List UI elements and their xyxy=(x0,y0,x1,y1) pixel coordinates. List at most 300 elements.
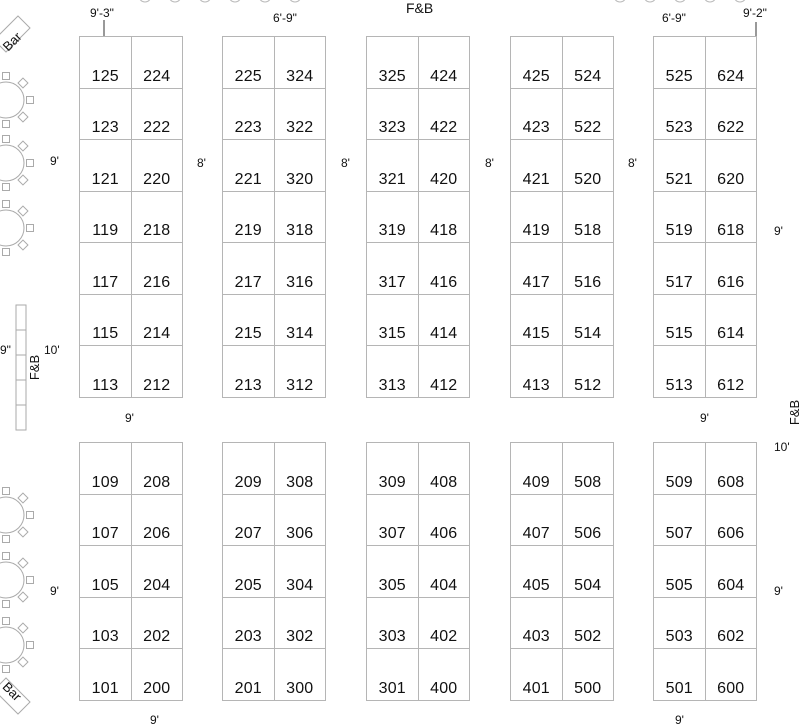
booth-313[interactable] xyxy=(366,345,419,398)
booth-513[interactable] xyxy=(653,345,706,398)
chair-icon xyxy=(3,553,10,560)
chair-icon xyxy=(27,97,34,104)
booth-401[interactable] xyxy=(510,648,563,701)
booth-218[interactable] xyxy=(131,191,184,244)
booth-number: 212 xyxy=(143,376,171,394)
chair-icon xyxy=(18,240,28,250)
booth-103[interactable] xyxy=(79,597,132,650)
round-table-icon xyxy=(0,136,34,191)
dim-aisle-4: 8' xyxy=(628,156,637,170)
booth-number: 514 xyxy=(574,325,602,342)
booth-number: 321 xyxy=(378,170,406,188)
booth-number: 324 xyxy=(286,67,314,85)
booth-523[interactable] xyxy=(653,88,706,141)
booth-number: 505 xyxy=(665,576,693,594)
booth-109[interactable] xyxy=(79,442,132,495)
booth-number: 201 xyxy=(234,679,262,697)
chair-icon xyxy=(3,136,10,143)
booth-number: 501 xyxy=(665,679,693,697)
dim-top-mid: 6'-9" xyxy=(273,11,297,25)
booth-number: 208 xyxy=(143,473,171,491)
booth-number: 225 xyxy=(234,67,262,85)
bar-label-bottom: Bar xyxy=(0,679,25,704)
dim-mid-left: 9' xyxy=(125,411,134,425)
booth-213[interactable] xyxy=(222,345,275,398)
booth-number: 123 xyxy=(91,119,119,136)
chair-icon xyxy=(18,112,28,122)
booth-number: 119 xyxy=(92,222,119,239)
chair-icon xyxy=(3,121,10,128)
booth-number: 622 xyxy=(717,119,745,136)
booth-302[interactable] xyxy=(274,597,327,650)
booth-425[interactable] xyxy=(510,36,563,89)
booth-319[interactable] xyxy=(366,191,419,244)
booth-number: 421 xyxy=(522,170,550,188)
booth-number: 103 xyxy=(91,628,119,645)
booth-119[interactable] xyxy=(79,191,132,244)
booth-517[interactable] xyxy=(653,242,706,295)
booth-303[interactable] xyxy=(366,597,419,650)
round-table-icon xyxy=(0,618,34,673)
booth-number: 215 xyxy=(234,325,262,342)
booth-323[interactable] xyxy=(366,88,419,141)
dim-aisle-3: 8' xyxy=(485,156,494,170)
booth-620[interactable] xyxy=(705,139,758,192)
booth-number: 202 xyxy=(143,628,171,645)
booth-514[interactable] xyxy=(562,294,615,347)
booth-602[interactable] xyxy=(705,597,758,650)
booth-315[interactable] xyxy=(366,294,419,347)
booth-214[interactable] xyxy=(131,294,184,347)
booth-number: 600 xyxy=(717,679,745,697)
booth-521[interactable] xyxy=(653,139,706,192)
chair-icon xyxy=(3,249,10,256)
booth-number: 115 xyxy=(92,325,119,342)
dim-bottom-right: 9' xyxy=(675,713,684,727)
booth-number: 400 xyxy=(430,679,458,697)
dim-mid-right: 9' xyxy=(700,411,709,425)
booth-number: 214 xyxy=(143,325,171,342)
booth-520[interactable] xyxy=(562,139,615,192)
booth-220[interactable] xyxy=(131,139,184,192)
chair-icon xyxy=(27,642,34,649)
booth-number: 521 xyxy=(665,170,693,188)
booth-324[interactable] xyxy=(274,36,327,89)
booth-number: 307 xyxy=(378,525,406,542)
booth-number: 301 xyxy=(378,679,406,697)
booth-number: 614 xyxy=(717,325,745,342)
booth-number: 620 xyxy=(717,170,745,188)
chair-icon xyxy=(27,512,34,519)
header-title: F&B xyxy=(406,0,434,16)
booth-312[interactable] xyxy=(274,345,327,398)
booth-206[interactable] xyxy=(131,494,184,547)
booth-number: 220 xyxy=(143,170,171,188)
booth-number: 608 xyxy=(717,473,745,491)
chair-icon xyxy=(18,141,28,151)
booth-304[interactable] xyxy=(274,545,327,598)
booth-223[interactable] xyxy=(222,88,275,141)
booth-number: 223 xyxy=(234,119,262,136)
booth-number: 513 xyxy=(665,376,693,394)
booth-424[interactable] xyxy=(418,36,471,89)
booth-500[interactable] xyxy=(562,648,615,701)
booth-316[interactable] xyxy=(274,242,327,295)
booth-number: 409 xyxy=(522,473,550,491)
booth-117[interactable] xyxy=(79,242,132,295)
booth-number: 315 xyxy=(378,325,406,342)
booth-224[interactable] xyxy=(131,36,184,89)
booth-number: 406 xyxy=(430,525,458,542)
booth-318[interactable] xyxy=(274,191,327,244)
dim-right-top-side: 9' xyxy=(774,224,783,238)
booth-number: 508 xyxy=(574,473,602,491)
bar-label-top: Bar xyxy=(0,29,25,54)
booth-415[interactable] xyxy=(510,294,563,347)
booth-number: 404 xyxy=(430,576,458,594)
booth-number: 218 xyxy=(143,222,171,239)
booth-604[interactable] xyxy=(705,545,758,598)
booth-number: 424 xyxy=(430,67,458,85)
booth-number: 313 xyxy=(378,376,406,394)
booth-number: 407 xyxy=(522,525,550,542)
booth-400[interactable] xyxy=(418,648,471,701)
chair-icon xyxy=(3,618,10,625)
booth-412[interactable] xyxy=(418,345,471,398)
booth-107[interactable] xyxy=(79,494,132,547)
booth-123[interactable] xyxy=(79,88,132,141)
booth-number: 412 xyxy=(430,376,458,394)
booth-314[interactable] xyxy=(274,294,327,347)
booth-number: 502 xyxy=(574,628,602,645)
booth-418[interactable] xyxy=(418,191,471,244)
booth-407[interactable] xyxy=(510,494,563,547)
booth-216[interactable] xyxy=(131,242,184,295)
chair-icon xyxy=(3,201,10,208)
booth-number: 304 xyxy=(286,576,314,594)
booth-number: 224 xyxy=(143,67,171,85)
booth-417[interactable] xyxy=(510,242,563,295)
booth-number: 504 xyxy=(574,576,602,594)
booth-519[interactable] xyxy=(653,191,706,244)
chair-icon xyxy=(3,184,10,191)
dim-left-top-side: 9' xyxy=(50,154,59,168)
booth-212[interactable] xyxy=(131,345,184,398)
booth-number: 305 xyxy=(378,576,406,594)
booth-414[interactable] xyxy=(418,294,471,347)
round-table-icon xyxy=(0,488,34,543)
booth-number: 612 xyxy=(717,376,745,394)
chair-icon xyxy=(3,601,10,608)
dim-fb-width: 9" xyxy=(0,343,11,357)
booth-number: 420 xyxy=(430,170,458,188)
booth-105[interactable] xyxy=(79,545,132,598)
chair-icon xyxy=(18,493,28,503)
booth-308[interactable] xyxy=(274,442,327,495)
booth-101[interactable] xyxy=(79,648,132,701)
booth-number: 203 xyxy=(234,628,262,645)
booth-421[interactable] xyxy=(510,139,563,192)
booth-125[interactable] xyxy=(79,36,132,89)
dim-aisle-1: 8' xyxy=(197,156,206,170)
booth-207[interactable] xyxy=(222,494,275,547)
booth-number: 512 xyxy=(574,376,602,394)
dim-right-bottom-side: 9' xyxy=(774,584,783,598)
chair-icon xyxy=(18,558,28,568)
chair-icon xyxy=(18,527,28,537)
booth-number: 209 xyxy=(234,473,262,491)
booth-number: 520 xyxy=(574,170,602,188)
booth-number: 606 xyxy=(717,525,745,542)
booth-number: 121 xyxy=(91,170,119,188)
chair-icon xyxy=(18,175,28,185)
booth-121[interactable] xyxy=(79,139,132,192)
booth-508[interactable] xyxy=(562,442,615,495)
booth-423[interactable] xyxy=(510,88,563,141)
top-chairs xyxy=(139,0,746,2)
booth-number: 308 xyxy=(286,473,314,491)
booth-321[interactable] xyxy=(366,139,419,192)
booth-number: 105 xyxy=(91,576,119,594)
booth-416[interactable] xyxy=(418,242,471,295)
booth-number: 207 xyxy=(234,525,262,542)
booth-number: 113 xyxy=(92,376,119,394)
booth-number: 300 xyxy=(286,679,314,697)
chair-icon xyxy=(27,225,34,232)
booth-624[interactable] xyxy=(705,36,758,89)
booth-number: 422 xyxy=(430,119,458,136)
chair-icon xyxy=(18,78,28,88)
booth-403[interactable] xyxy=(510,597,563,650)
booth-number: 204 xyxy=(143,576,171,594)
booth-507[interactable] xyxy=(653,494,706,547)
booth-509[interactable] xyxy=(653,442,706,495)
booth-number: 518 xyxy=(574,222,602,239)
booth-number: 417 xyxy=(522,273,550,291)
chair-icon xyxy=(27,160,34,167)
booth-616[interactable] xyxy=(705,242,758,295)
booth-number: 425 xyxy=(522,67,550,85)
booth-number: 401 xyxy=(522,679,550,697)
booth-113[interactable] xyxy=(79,345,132,398)
booth-number: 222 xyxy=(143,119,171,136)
booth-number: 309 xyxy=(378,473,406,491)
booth-325[interactable] xyxy=(366,36,419,89)
booth-606[interactable] xyxy=(705,494,758,547)
round-table-icon xyxy=(0,201,34,256)
booth-504[interactable] xyxy=(562,545,615,598)
booth-306[interactable] xyxy=(274,494,327,547)
booth-number: 405 xyxy=(522,576,550,594)
booth-422[interactable] xyxy=(418,88,471,141)
booth-205[interactable] xyxy=(222,545,275,598)
booth-number: 206 xyxy=(143,525,171,542)
dim-top-right-1: 6'-9" xyxy=(662,11,686,25)
booth-512[interactable] xyxy=(562,345,615,398)
booth-221[interactable] xyxy=(222,139,275,192)
dim-aisle-2: 8' xyxy=(341,156,350,170)
booth-222[interactable] xyxy=(131,88,184,141)
chair-icon xyxy=(18,592,28,602)
booth-number: 419 xyxy=(522,222,550,239)
dim-right-cross: 10' xyxy=(774,440,790,454)
booth-number: 522 xyxy=(574,119,602,136)
booth-number: 107 xyxy=(91,525,119,542)
booth-608[interactable] xyxy=(705,442,758,495)
booth-402[interactable] xyxy=(418,597,471,650)
booth-201[interactable] xyxy=(222,648,275,701)
booth-300[interactable] xyxy=(274,648,327,701)
booth-307[interactable] xyxy=(366,494,419,547)
dim-top-left: 9'-3" xyxy=(90,6,114,20)
booth-number: 618 xyxy=(717,222,745,239)
fb-label-left: F&B xyxy=(27,354,43,381)
booth-505[interactable] xyxy=(653,545,706,598)
chair-icon xyxy=(18,657,28,667)
booth-number: 319 xyxy=(378,222,406,239)
booth-number: 125 xyxy=(91,67,119,85)
booth-number: 316 xyxy=(286,273,314,291)
booth-200[interactable] xyxy=(131,648,184,701)
fb-label-right: F&B xyxy=(787,399,802,426)
chair-icon xyxy=(3,488,10,495)
booth-number: 317 xyxy=(378,273,406,291)
booth-number: 302 xyxy=(286,628,314,645)
dim-fb-gap: 10' xyxy=(44,343,60,357)
booth-number: 415 xyxy=(522,325,550,342)
booth-number: 423 xyxy=(522,119,550,136)
booth-number: 303 xyxy=(378,628,406,645)
dim-bottom-left: 9' xyxy=(150,713,159,727)
booth-number: 213 xyxy=(234,376,262,394)
booth-number: 418 xyxy=(430,222,458,239)
booth-202[interactable] xyxy=(131,597,184,650)
booth-408[interactable] xyxy=(418,442,471,495)
booth-320[interactable] xyxy=(274,139,327,192)
booth-618[interactable] xyxy=(705,191,758,244)
booth-number: 320 xyxy=(286,170,314,188)
booth-522[interactable] xyxy=(562,88,615,141)
round-table-icon xyxy=(0,553,34,608)
booth-number: 509 xyxy=(665,473,693,491)
booth-225[interactable] xyxy=(222,36,275,89)
booth-number: 507 xyxy=(665,525,693,542)
booth-number: 322 xyxy=(286,119,314,136)
booth-413[interactable] xyxy=(510,345,563,398)
booth-number: 602 xyxy=(717,628,745,645)
booth-number: 318 xyxy=(286,222,314,239)
dim-left-bottom-side: 9' xyxy=(50,584,59,598)
booth-number: 101 xyxy=(91,679,119,697)
booth-number: 314 xyxy=(286,325,314,342)
booth-115[interactable] xyxy=(79,294,132,347)
booth-number: 503 xyxy=(665,628,693,645)
booth-number: 517 xyxy=(665,273,693,291)
booth-number: 221 xyxy=(234,170,262,188)
booth-404[interactable] xyxy=(418,545,471,598)
booth-524[interactable] xyxy=(562,36,615,89)
booth-406[interactable] xyxy=(418,494,471,547)
booth-number: 616 xyxy=(717,273,745,291)
booth-518[interactable] xyxy=(562,191,615,244)
booth-305[interactable] xyxy=(366,545,419,598)
chair-icon xyxy=(27,577,34,584)
booth-208[interactable] xyxy=(131,442,184,495)
chair-icon xyxy=(3,73,10,80)
dimension-ticks xyxy=(104,20,756,36)
booth-number: 506 xyxy=(574,525,602,542)
dim-top-right-2: 9'-2" xyxy=(743,6,767,20)
booth-215[interactable] xyxy=(222,294,275,347)
booth-502[interactable] xyxy=(562,597,615,650)
booth-317[interactable] xyxy=(366,242,419,295)
booth-number: 624 xyxy=(717,67,745,85)
booth-number: 515 xyxy=(665,325,693,342)
booth-number: 323 xyxy=(378,119,406,136)
booth-number: 414 xyxy=(430,325,458,342)
booth-516[interactable] xyxy=(562,242,615,295)
booth-503[interactable] xyxy=(653,597,706,650)
booth-number: 403 xyxy=(522,628,550,645)
booth-number: 416 xyxy=(430,273,458,291)
booth-419[interactable] xyxy=(510,191,563,244)
booth-number: 109 xyxy=(91,473,119,491)
booth-525[interactable] xyxy=(653,36,706,89)
booth-number: 217 xyxy=(234,273,262,291)
booth-420[interactable] xyxy=(418,139,471,192)
booth-number: 408 xyxy=(430,473,458,491)
booth-322[interactable] xyxy=(274,88,327,141)
booth-600[interactable] xyxy=(705,648,758,701)
booth-203[interactable] xyxy=(222,597,275,650)
booth-622[interactable] xyxy=(705,88,758,141)
booth-number: 219 xyxy=(234,222,262,239)
booth-506[interactable] xyxy=(562,494,615,547)
chair-icon xyxy=(3,536,10,543)
booth-number: 523 xyxy=(665,119,693,136)
booth-219[interactable] xyxy=(222,191,275,244)
booth-number: 325 xyxy=(378,67,406,85)
booth-number: 216 xyxy=(143,273,171,291)
booth-405[interactable] xyxy=(510,545,563,598)
booth-612[interactable] xyxy=(705,345,758,398)
chair-icon xyxy=(18,623,28,633)
booth-number: 604 xyxy=(717,576,745,594)
booth-209[interactable] xyxy=(222,442,275,495)
booth-501[interactable] xyxy=(653,648,706,701)
round-table-icon xyxy=(0,73,34,128)
booth-309[interactable] xyxy=(366,442,419,495)
booth-number: 500 xyxy=(574,679,602,697)
booth-204[interactable] xyxy=(131,545,184,598)
booth-614[interactable] xyxy=(705,294,758,347)
booth-number: 306 xyxy=(286,525,314,542)
booth-number: 519 xyxy=(665,222,693,239)
booth-409[interactable] xyxy=(510,442,563,495)
booth-number: 402 xyxy=(430,628,458,645)
booth-number: 413 xyxy=(522,376,550,394)
booth-number: 516 xyxy=(574,273,602,291)
booth-number: 525 xyxy=(665,67,693,85)
chair-icon xyxy=(18,206,28,216)
booth-number: 205 xyxy=(234,576,262,594)
booth-number: 117 xyxy=(92,273,119,291)
booth-515[interactable] xyxy=(653,294,706,347)
booth-number: 524 xyxy=(574,67,602,85)
booth-number: 312 xyxy=(286,376,314,394)
booth-301[interactable] xyxy=(366,648,419,701)
booth-217[interactable] xyxy=(222,242,275,295)
